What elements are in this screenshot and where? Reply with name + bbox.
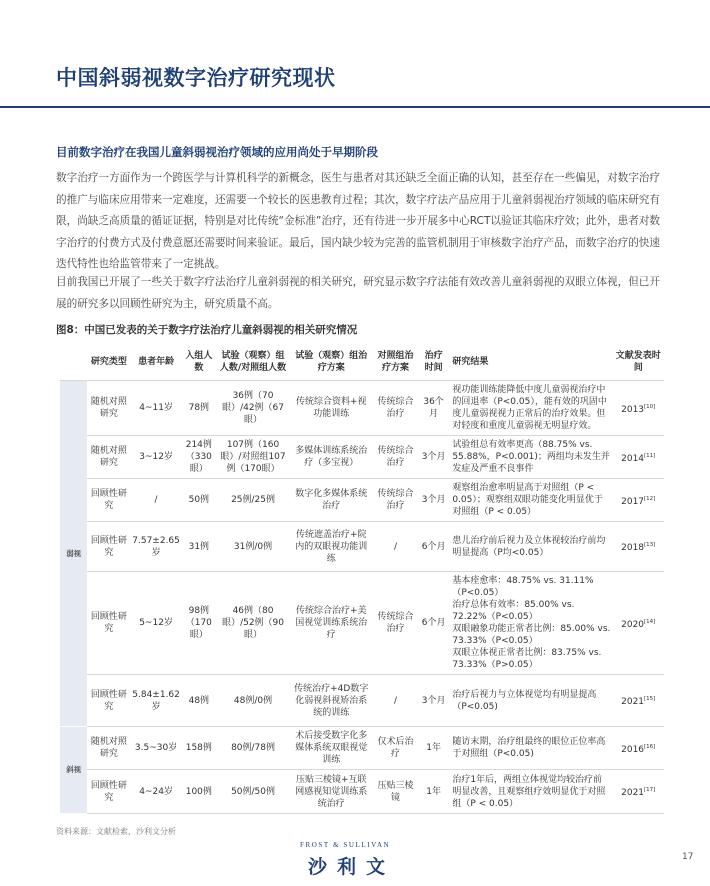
cell-experimental: 术后接受数字化多媒体系统双眼视觉训练 (290, 727, 372, 770)
cell-age: 3~12岁 (130, 436, 182, 479)
cell-type: 回顾性研究 (87, 770, 130, 814)
cell-experimental: 传统综合资料+视功能训练 (290, 381, 372, 436)
cell-age: 4~11岁 (130, 381, 182, 436)
cell-experimental: 传统治疗+4D数字化弱视斜视矫治系统的训练 (290, 675, 372, 727)
cell-type: 随机对照研究 (87, 381, 130, 436)
table-row (60, 479, 664, 522)
paragraph-challenges: 数字治疗一方面作为一个跨医学与计算机科学的新概念，医生与患者对其还缺乏全面正确的认知，甚至存在一些偏见，对数字治疗的推广与临床应用带来一定难度，还需要一个较长的医患教育过程；其次，数字疗法产品应用于儿童斜弱视治疗领域的临床研究有限，尚缺乏高质量的循证证据，特别是对比传统“金标准”治疗，还有待进一步开展多中心RCT以验证其临床疗效；此外，患者对数字治疗的付费方式及付费意愿还需要时间来验证。最后，国内缺少较为完善的监管机制用于审核数字治疗产品，而数字治疗的快速迭代特性也给监管带来了一定挑战。 (56, 172, 660, 270)
cell-group-sizes: 50例/50例 (216, 770, 291, 814)
cell-enrolled: 214例（330眼） (182, 436, 216, 479)
cell-enrolled: 158例 (182, 727, 216, 770)
cell-age: 4~24岁 (130, 770, 182, 814)
cell-control: 仅术后治疗 (372, 727, 419, 770)
reference-marker: [12] (644, 495, 656, 502)
cell-type: 随机对照研究 (87, 436, 130, 479)
year-value: 2020 (621, 619, 645, 630)
table-row (60, 675, 664, 727)
cell-year (612, 436, 664, 479)
page-title: 中国斜弱视数字治疗研究现状 (56, 66, 336, 90)
cell-result: 患儿治疗前后视力及立体视较治疗前均明显提高（P均<0.05） (448, 522, 612, 572)
cell-year (612, 770, 664, 814)
header-enrolled: 入组人数 (182, 344, 216, 381)
cell-duration: 1年 (419, 727, 448, 770)
cell-duration: 1年 (419, 770, 448, 814)
cell-group-sizes: 25例/25例 (216, 479, 291, 522)
cell-control: / (372, 675, 419, 727)
cell-duration: 36个月 (419, 381, 448, 436)
cell-group-sizes: 107例（160眼）/对照组107例（170眼） (216, 436, 291, 479)
table-row (60, 522, 664, 572)
cell-result: 治疗1年后，两组立体视觉均较治疗前明显改善，且观察组疗效明显优于对照组（P < 0.05） (448, 770, 612, 814)
group-label-strabismus: 斜视 (60, 727, 87, 814)
source-note: 资料来源：文献检索，沙利文分析 (56, 827, 176, 836)
cell-age: 5.84±1.62岁 (130, 675, 182, 727)
cell-enrolled: 100例 (182, 770, 216, 814)
table-row (60, 572, 664, 675)
reference-marker: [16] (644, 743, 656, 750)
title-divider (0, 106, 710, 108)
header-results: 研究结果 (448, 344, 612, 381)
year-value: 2013 (621, 404, 645, 415)
cell-result: 视功能训练能降低中度儿童弱视治疗中的回退率（P<0.05），能有效的巩固中度儿童弱视视力正常后的治疗效果。但对轻度和重度儿童弱视无明显疗效。 (448, 381, 612, 436)
cell-duration: 3个月 (419, 479, 448, 522)
cell-type: 回顾性研究 (87, 572, 130, 675)
cell-group-sizes: 36例（70眼）/42例（67眼） (216, 381, 291, 436)
cell-result: 治疗后视力与立体视觉均有明显提高（P<0.05) (448, 675, 612, 727)
cell-enrolled: 31例 (182, 522, 216, 572)
year-value: 2017 (621, 496, 645, 507)
cell-enrolled: 50例 (182, 479, 216, 522)
year-value: 2016 (621, 744, 645, 755)
cell-result: 试验组总有效率更高（88.75% vs. 55.88%，P<0.001)；两组均未发生并发症及严重不良事件 (448, 436, 612, 479)
logo-chinese: 沙利文 (308, 856, 396, 878)
cell-duration: 6个月 (419, 572, 448, 675)
table-row (60, 770, 664, 814)
cell-age: 3.5~30岁 (130, 727, 182, 770)
header-type: 研究类型 (87, 344, 130, 381)
cell-result: 随访末期，治疗组最终的眼位正位率高于对照组（P<0.05) (448, 727, 612, 770)
year-value: 2014 (621, 453, 645, 464)
cell-enrolled: 48例 (182, 675, 216, 727)
cell-type: 回顾性研究 (87, 479, 130, 522)
cell-year (612, 727, 664, 770)
cell-result: 观察组治愈率明显高于对照组（P < 0.05）；观察组双眼功能变化明显优于对照组（P < 0.05） (448, 479, 612, 522)
cell-duration: 3个月 (419, 675, 448, 727)
year-value: 2018 (621, 543, 645, 553)
studies-table (60, 344, 664, 814)
cell-group-sizes: 80例/78例 (216, 727, 291, 770)
table-row (60, 727, 664, 770)
cell-group-sizes: 48例/0例 (216, 675, 291, 727)
cell-experimental: 数字化多媒体系统治疗 (290, 479, 372, 522)
cell-type: 回顾性研究 (87, 522, 130, 572)
cell-type: 随机对照研究 (87, 727, 130, 770)
cell-year (612, 479, 664, 522)
cell-duration: 6个月 (419, 522, 448, 572)
header-control-regimen: 对照组治疗方案 (372, 344, 419, 381)
table-row (60, 381, 664, 436)
reference-marker: [13] (644, 542, 656, 548)
cell-control: / (372, 522, 419, 572)
cell-group-sizes: 46例（80眼）/52例（90眼） (216, 572, 291, 675)
cell-control: 压贴三棱镜 (372, 770, 419, 814)
page-number: 17 (682, 852, 694, 862)
cell-experimental: 多媒体训练系统治疗（多宝视） (290, 436, 372, 479)
table-header-row (60, 344, 664, 381)
cell-control: 传统综合治疗 (372, 572, 419, 675)
header-duration: 治疗时间 (419, 344, 448, 381)
year-value: 2021 (621, 697, 645, 707)
table-row (60, 436, 664, 479)
logo-english: FROST & SULLIVAN (300, 841, 391, 849)
reference-marker: [14] (644, 618, 656, 625)
cell-age: / (130, 479, 182, 522)
cell-enrolled: 98例（170眼） (182, 572, 216, 675)
cell-experimental: 传统综合治疗+美国视觉训练系统治疗 (290, 572, 372, 675)
figure-caption: 图8：中国已发表的关于数字疗法治疗儿童斜弱视的相关研究情况 (56, 324, 358, 336)
cell-control: 传统综合治疗 (372, 479, 419, 522)
cell-result: 基本痊愈率：48.75% vs. 31.11%（P<0.05） 治疗总体有效率：85.00% vs. 72.22%（P<0.05） 双眼融象功能正常者比例：85.00% vs. 73.33%（P<0.05） 双眼立体视正常者比例：83.75% vs. 73.33%（P>0.05） (448, 572, 612, 675)
cell-experimental: 传统遮盖治疗+院内的双眼视功能训练 (290, 522, 372, 572)
cell-year (612, 572, 664, 675)
cell-control: 传统综合治疗 (372, 381, 419, 436)
reference-marker: [11] (644, 452, 656, 459)
section-subheading: 目前数字治疗在我国儿童斜弱视治疗领域的应用尚处于早期阶段 (56, 145, 378, 159)
cell-year (612, 675, 664, 727)
header-age: 患者年龄 (130, 344, 182, 381)
cell-experimental: 压贴三棱镜+互联网感视知觉训练系统治疗 (290, 770, 372, 814)
reference-marker: [17] (644, 787, 656, 793)
reference-marker: [15] (644, 696, 656, 702)
cell-group-sizes: 31例/0例 (216, 522, 291, 572)
cell-year (612, 522, 664, 572)
paragraph-current-research: 目前我国已开展了一些关于数字疗法治疗儿童斜弱视的相关研究，研究显示数字疗法能有效改善儿童斜弱视的双眼立体视，但已开展的研究多以回顾性研究为主，研究质量不高。 (56, 276, 660, 310)
cell-age: 7.57±2.65岁 (130, 522, 182, 572)
cell-year (612, 381, 664, 436)
cell-type: 回顾性研究 (87, 675, 130, 727)
header-year: 文献发表时间 (612, 344, 664, 381)
group-label-amblyopia: 弱视 (60, 381, 87, 727)
cell-duration: 3个月 (419, 436, 448, 479)
header-group-sizes: 试验（观察）组人数/对照组人数 (216, 344, 291, 381)
header-experimental-regimen: 试验（观察）组治疗方案 (290, 344, 372, 381)
cell-age: 5~12岁 (130, 572, 182, 675)
cell-enrolled: 78例 (182, 381, 216, 436)
cell-control: 传统综合治疗 (372, 436, 419, 479)
header-group (60, 344, 87, 381)
reference-marker: [10] (644, 403, 656, 410)
year-value: 2021 (621, 788, 645, 798)
